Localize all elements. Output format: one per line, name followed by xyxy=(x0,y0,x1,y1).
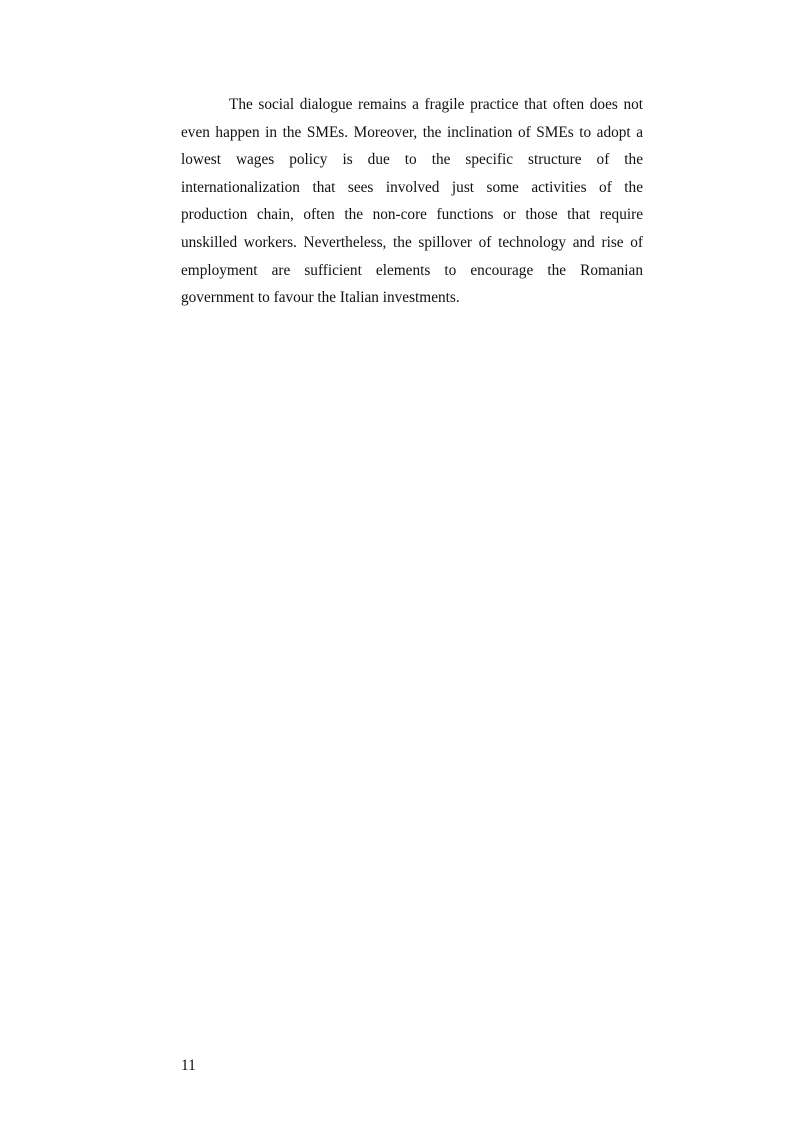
page-number: 11 xyxy=(181,1057,196,1074)
body-paragraph: The social dialogue remains a fragile practice that often does not even happen in the SMEs. Moreover, the inclination of SMEs to adopt a lowest wages policy is due to the specific structure of the internationalization that sees involved just some activities of the production chain, often the non-core functions or those that require unskilled workers. Nevertheless, the spillover of technology and rise of employment are sufficient elements to encourage the Romanian government to favour the Italian investments. xyxy=(181,96,643,307)
